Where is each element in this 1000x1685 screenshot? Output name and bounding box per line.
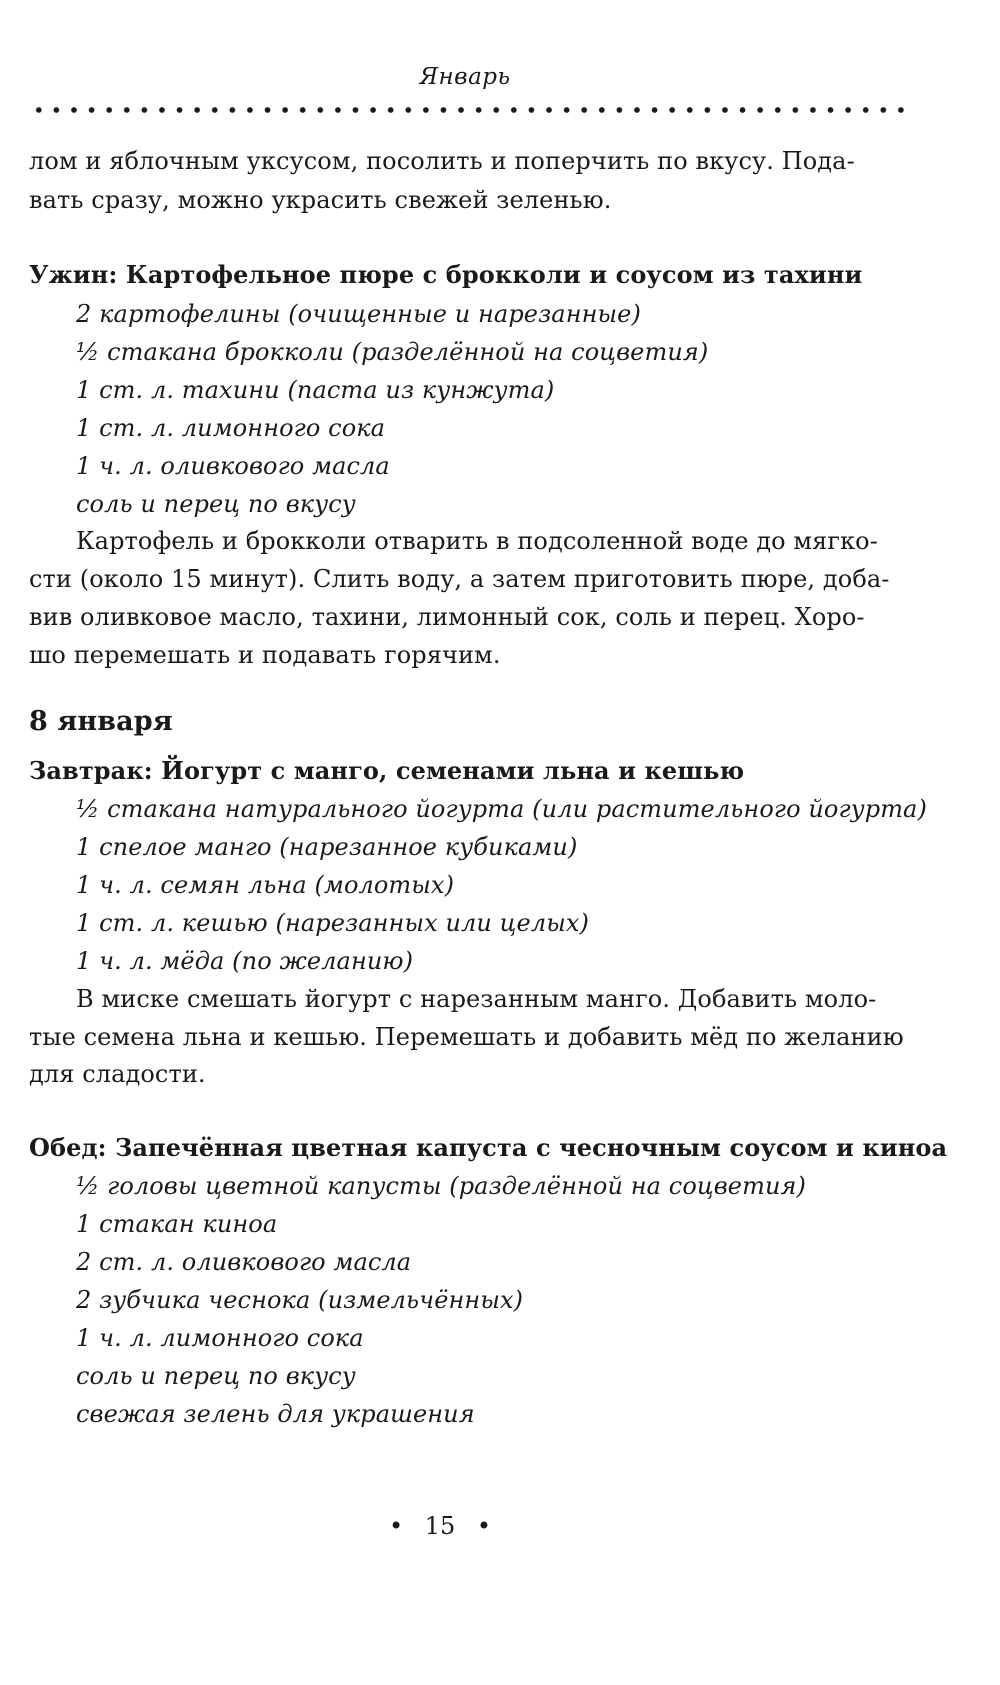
- ingredient-item: 1 ч. л. семян льна (молотых): [76, 871, 455, 899]
- method-line: для сладости.: [29, 1060, 206, 1088]
- ingredient-item: 1 ст. л. кешью (нарезанных или целых): [76, 909, 589, 937]
- ingredient-item: 1 ст. л. лимонного сока: [76, 414, 386, 442]
- method-line: В миске смешать йогурт с нарезанным манго. Добавить моло-: [76, 985, 877, 1013]
- method-line: тые семена льна и кешью. Перемешать и добавить мёд по желанию: [29, 1023, 904, 1051]
- ingredient-item: 1 ч. л. мёда (по желанию): [76, 947, 414, 975]
- ingredient-item: 1 стакан киноа: [76, 1210, 278, 1238]
- ingredient-item: 1 ч. л. лимонного сока: [76, 1324, 364, 1352]
- page-number: • 15 •: [388, 1512, 492, 1540]
- method-line: шо перемешать и подавать горячим.: [29, 641, 501, 669]
- paragraph-line: вать сразу, можно украсить свежей зеленью.: [29, 186, 612, 214]
- paragraph-line: лом и яблочным уксусом, посолить и поперчить по вкусу. Пода-: [29, 147, 855, 175]
- ingredient-item: свежая зелень для украшения: [76, 1400, 475, 1428]
- day-heading: 8 января: [29, 706, 173, 737]
- ingredient-item: ½ головы цветной капусты (разделённой на соцветия): [76, 1172, 806, 1200]
- ingredient-item: 2 картофелины (очищенные и нарезанные): [76, 300, 641, 328]
- ingredient-item: 1 ст. л. тахини (паста из кунжута): [76, 376, 555, 404]
- recipe-title-dinner: Ужин: Картофельное пюре с брокколи и соусом из тахини: [29, 260, 863, 289]
- running-head: Январь: [419, 64, 511, 90]
- method-line: Картофель и брокколи отварить в подсоленной воде до мягко-: [76, 527, 878, 555]
- dotted-rule: [30, 106, 910, 114]
- ingredient-item: ½ стакана натурального йогурта (или растительного йогурта): [76, 795, 927, 823]
- ingredient-item: ½ стакана брокколи (разделённой на соцветия): [76, 338, 709, 366]
- ingredient-item: соль и перец по вкусу: [76, 1362, 356, 1390]
- ingredient-item: 1 ч. л. оливкового масла: [76, 452, 390, 480]
- ingredient-item: 1 спелое манго (нарезанное кубиками): [76, 833, 578, 861]
- method-line: вив оливковое масло, тахини, лимонный сок, соль и перец. Хоро-: [29, 603, 865, 631]
- ingredient-item: 2 зубчика чеснока (измельчённых): [76, 1286, 524, 1314]
- recipe-title-breakfast: Завтрак: Йогурт с манго, семенами льна и кешью: [29, 756, 745, 785]
- method-line: сти (около 15 минут). Слить воду, а затем приготовить пюре, доба-: [29, 565, 890, 593]
- recipe-title-lunch: Обед: Запечённая цветная капуста с чесночным соусом и киноа: [29, 1133, 948, 1162]
- ingredient-item: соль и перец по вкусу: [76, 490, 356, 518]
- ingredient-item: 2 ст. л. оливкового масла: [76, 1248, 412, 1276]
